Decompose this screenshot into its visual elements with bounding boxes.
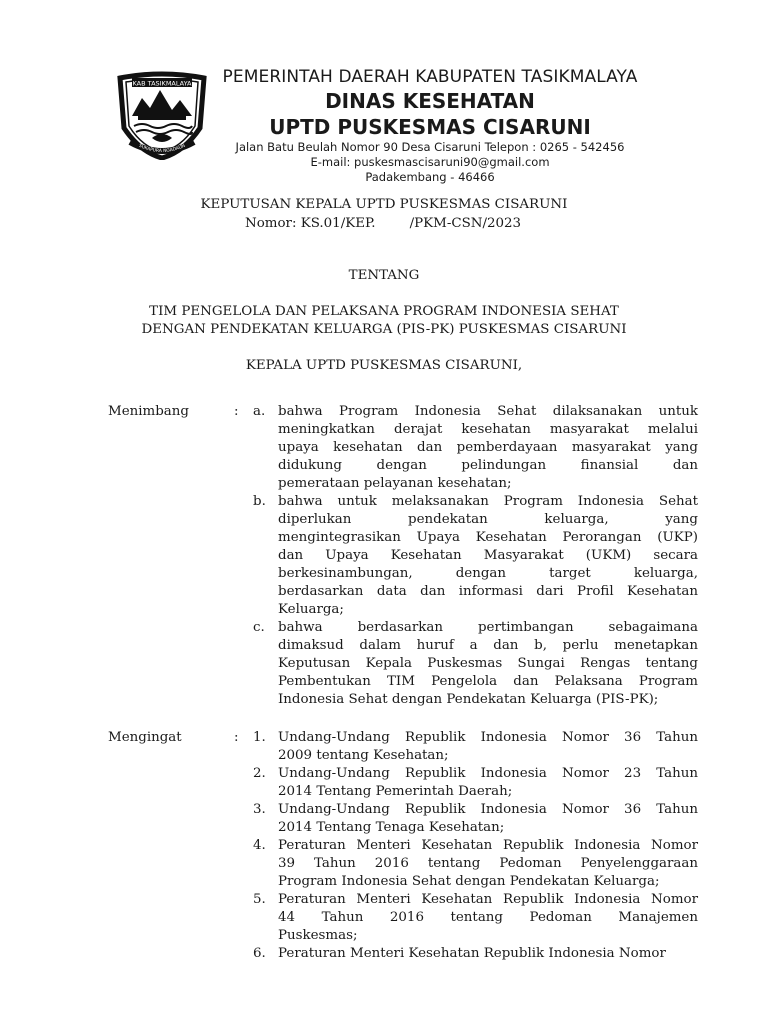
logo-text: KAB TASIKMALAYA (132, 79, 192, 88)
menimbang-item-line: bahwa berdasarkan pertimbangan sebagaimana (278, 620, 698, 635)
mengingat-item-line: 39 Tahun 2016 tentang Pedoman Penyelenggaraan (278, 856, 698, 871)
menimbang-item-line: Indonesia Sehat dengan Pendekatan Keluarga (PIS-PK); (278, 692, 659, 707)
mengingat-item-marker: 3. (253, 802, 266, 817)
menimbang-item-line: didukung dengan pelindungan finansial dan (278, 458, 698, 473)
menimbang-item-line: upaya kesehatan dan pemberdayaan masyarakat yang (278, 440, 698, 455)
mengingat-item (278, 891, 698, 945)
mengingat-item (278, 801, 698, 837)
logo-motto: SUKAPURA NGADAUN (137, 143, 187, 155)
tentang-heading: TENTANG (348, 268, 420, 283)
subject-line-2: DENGAN PENDEKATAN KELUARGA (PIS-PK) PUSKESMAS CISARUNI (141, 322, 627, 337)
mengingat-item-marker: 1. (253, 730, 266, 745)
mengingat-colon: : (234, 730, 239, 745)
menimbang-item-line: berkesinambungan, dengan target keluarga, (278, 566, 698, 581)
mengingat-item-marker: 5. (253, 892, 266, 907)
decree-title: KEPUTUSAN KEPALA UPTD PUSKESMAS CISARUNI (200, 197, 568, 212)
mengingat-item (278, 729, 698, 765)
mengingat-item-line: Peraturan Menteri Kesehatan Republik Indonesia Nomor (278, 838, 698, 853)
menimbang-item-line: meningkatkan derajat kesehatan masyarakat melalui (278, 422, 698, 437)
mengingat-item (278, 837, 698, 891)
menimbang-item-line: Keputusan Kepala Puskesmas Sungai Rengas tentang (278, 656, 698, 671)
decree-number: Nomor: KS.01/KEP. /PKM-CSN/2023 (245, 216, 522, 231)
menimbang-item-marker: a. (253, 404, 266, 419)
mengingat-item-line: Peraturan Menteri Kesehatan Republik Indonesia Nomor (278, 892, 698, 907)
menimbang-colon: : (234, 404, 239, 419)
agency-name: DINAS KESEHATAN (325, 89, 535, 113)
menimbang-item (278, 403, 698, 493)
menimbang-item (278, 493, 698, 619)
menimbang-item-line: dan Upaya Kesehatan Masyarakat (UKM) secara (278, 548, 698, 563)
mengingat-item-line: Puskesmas; (278, 928, 358, 943)
mengingat-item-line: Undang-Undang Republik Indonesia Nomor 23 Tahun (278, 766, 698, 781)
menimbang-label: Menimbang (108, 404, 189, 419)
mengingat-item-line: Program Indonesia Sehat dengan Pendekatan Keluarga; (278, 874, 660, 889)
mengingat-item (278, 945, 698, 963)
menimbang-item-line: Pembentukan TIM Pengelola dan Pelaksana Program (278, 674, 698, 689)
mengingat-item-marker: 2. (253, 766, 266, 781)
mengingat-item-line: Undang-Undang Republik Indonesia Nomor 36 Tahun (278, 730, 698, 745)
menimbang-item-line: bahwa untuk melaksanakan Program Indonesia Sehat (278, 494, 698, 509)
unit-name: UPTD PUSKESMAS CISARUNI (269, 115, 591, 139)
mengingat-item-line: 44 Tahun 2016 tentang Pedoman Manajemen (278, 910, 698, 925)
mengingat-item-line: Undang-Undang Republik Indonesia Nomor 36 Tahun (278, 802, 698, 817)
mengingat-item-line: 2014 Tentang Tenaga Kesehatan; (278, 820, 505, 835)
government-name: PEMERINTAH DAERAH KABUPATEN TASIKMALAYA (222, 67, 638, 87)
menimbang-item-line: mengintegrasikan Upaya Kesehatan Perorangan (UKP) (278, 530, 698, 545)
mengingat-item-marker: 4. (253, 838, 266, 853)
address-line: Jalan Batu Beulah Nomor 90 Desa Cisaruni Telepon : 0265 - 542456 (235, 140, 625, 154)
issuer-heading: KEPALA UPTD PUSKESMAS CISARUNI, (245, 358, 523, 373)
mengingat-item-line: 2014 Tentang Pemerintah Daerah; (278, 784, 513, 799)
menimbang-item-line: berdasarkan data dan informasi dari Profil Kesehatan (278, 584, 698, 599)
mengingat-label: Mengingat (108, 730, 182, 745)
mengingat-item-marker: 6. (253, 946, 266, 961)
subject-line-1: TIM PENGELOLA DAN PELAKSANA PROGRAM INDONESIA SEHAT (149, 304, 619, 319)
mengingat-item (278, 765, 698, 801)
menimbang-item-line: pemerataan pelayanan kesehatan; (278, 476, 512, 491)
menimbang-item-marker: b. (253, 494, 266, 509)
menimbang-item (278, 619, 698, 709)
regency-logo (112, 68, 212, 160)
letterhead (200, 66, 660, 185)
menimbang-item-line: Keluarga; (278, 602, 344, 617)
mengingat-item-line: Peraturan Menteri Kesehatan Republik Indonesia Nomor (278, 946, 666, 961)
mengingat-item-line: 2009 tentang Kesehatan; (278, 748, 449, 763)
menimbang-item-marker: c. (253, 620, 265, 635)
email-line: E-mail: puskesmascisaruni90@gmail.com (310, 155, 550, 169)
menimbang-item-line: diperlukan pendekatan keluarga, yang (278, 512, 698, 527)
menimbang-item-line: bahwa Program Indonesia Sehat dilaksanakan untuk (278, 404, 698, 419)
menimbang-item-line: dimaksud dalam huruf a dan b, perlu menetapkan (278, 638, 698, 653)
city-line: Padakembang - 46466 (365, 170, 495, 184)
